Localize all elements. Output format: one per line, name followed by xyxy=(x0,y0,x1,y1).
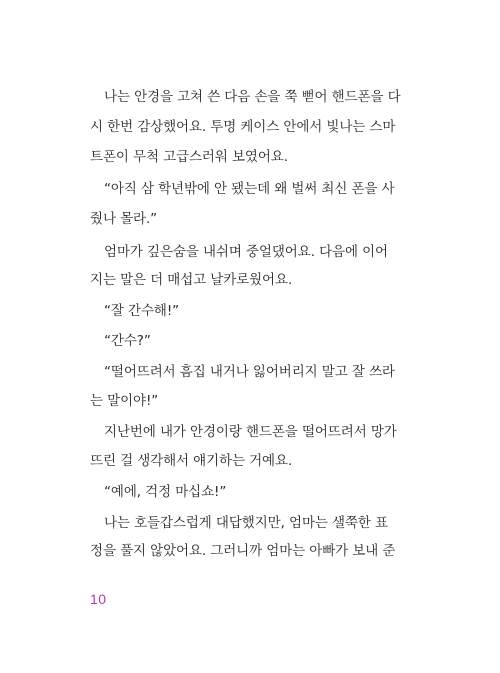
text-line: 나는 안경을 고쳐 쓴 다음 손을 쭉 뻗어 핸드폰을 다 xyxy=(104,89,401,105)
page-number: 10 xyxy=(90,591,107,607)
text-line: 는 말이야!” xyxy=(90,393,159,409)
text-line: 줬나 몰라.” xyxy=(90,211,158,227)
text-line: “예에, 걱정 마십쇼!” xyxy=(104,484,227,500)
text-line: 시 한번 감상했어요. 투명 케이스 안에서 빛나는 스마 xyxy=(90,119,396,135)
text-line: 정을 풀지 않았어요. 그러니까 엄마는 아빠가 보내 준 xyxy=(90,543,396,559)
text-line: 엄마가 깊은숨을 내쉬며 중얼댔어요. 다음에 이어 xyxy=(104,244,388,260)
text-line: “잘 간수해!” xyxy=(104,303,180,319)
text-line: “떨어뜨려서 흠집 내거나 잃어버리지 말고 잘 쓰라 xyxy=(104,364,395,380)
text-line: 뜨린 걸 생각해서 얘기하는 거예요. xyxy=(90,453,293,469)
text-line: 나는 호들갑스럽게 대답했지만, 엄마는 샐쭉한 표 xyxy=(104,515,388,531)
text-line: 지난번에 내가 안경이랑 핸드폰을 떨어뜨려서 망가 xyxy=(104,424,397,440)
text-line: 지는 말은 더 매섭고 날카로웠어요. xyxy=(90,272,293,288)
text-line: 트폰이 무척 고급스러워 보였어요. xyxy=(90,149,288,165)
text-line: “아직 삼 학년밖에 안 됐는데 왜 벌써 최신 폰을 사 xyxy=(104,181,395,197)
text-line: “간수?” xyxy=(104,333,151,349)
